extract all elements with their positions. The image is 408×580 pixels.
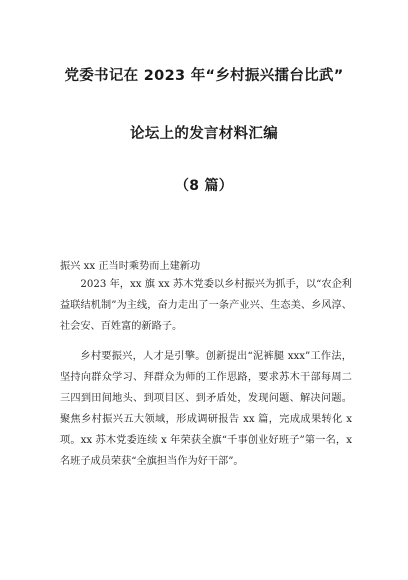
document-title-line-2: 论坛上的发言材料汇编 bbox=[130, 126, 278, 142]
document-title-count: （8 篇） bbox=[174, 178, 234, 194]
document-title-line-1: 党委书记在 2023 年“乡村振兴擂台比武” bbox=[64, 68, 344, 84]
section-heading: 振兴 xx 正当时乘势而上建新功 bbox=[60, 261, 201, 272]
paragraph-1: 2023 年，xx 旗 xx 苏木党委以乡村振兴为抓手，以“农企利益联结机制”为主线，奋力走出了一条产业兴、生态美、乡风淳、社会安、百姓富的新路子。 bbox=[60, 279, 352, 332]
paragraph-2: 乡村要振兴，人才是引擎。创新提出“泥裤腿 xxx”工作法，坚持向群众学习、拜群众为师的工作思路，要求苏木干部每周二三四到田间地头、到项目区、到矛盾处，发现问题、解决问题。聚焦乡村振兴五大领域，形成调研报告 xx 篇，完成成果转化 x 项。xx 苏木党委连续 x 年荣获全旗“千事创业好班子”第一名，x 名班子成员荣获“全旗担当作为好干部”。 bbox=[60, 351, 352, 467]
